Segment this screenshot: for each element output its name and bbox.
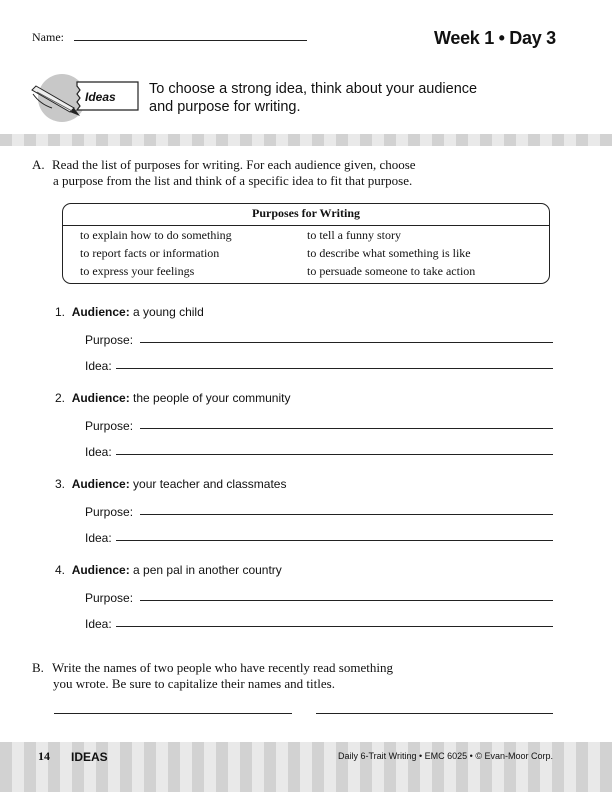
purpose-item: to tell a funny story — [307, 228, 401, 242]
idea-write-line-2[interactable] — [116, 454, 553, 455]
audience-label: Audience: — [71, 391, 130, 405]
question-number: 1. — [55, 305, 66, 319]
idea-write-line-3[interactable] — [116, 540, 553, 541]
intro-line-1: To choose a strong idea, think about your audience — [149, 81, 478, 97]
audience-label: Audience: — [71, 563, 130, 577]
idea-label: Idea: — [85, 445, 112, 459]
audience-value: a young child — [129, 305, 204, 319]
name-write-line-b1[interactable] — [54, 713, 292, 714]
idea-label: Idea: — [85, 359, 112, 373]
purpose-write-line-2[interactable] — [140, 428, 553, 429]
purpose-write-line-3[interactable] — [140, 514, 553, 515]
purpose-item: to persuade someone to take action — [307, 264, 476, 278]
purpose-label: Purpose: — [85, 591, 134, 605]
ideas-badge-label: Ideas — [85, 90, 116, 104]
question-number: 4. — [55, 563, 66, 577]
audience-value: a pen pal in another country — [129, 563, 282, 577]
section-a-line-2: a purpose from the list and think of a specific idea to fit that purpose. — [53, 173, 413, 188]
section-b-line-1: Write the names of two people who have recently read something — [52, 660, 393, 675]
section-a-line-1: Read the list of purposes for writing. For each audience given, choose — [52, 157, 416, 172]
audience-label: Audience: — [71, 305, 130, 319]
idea-write-line-1[interactable] — [116, 368, 553, 369]
question-1-audience — [55, 305, 204, 319]
question-3-audience — [55, 477, 286, 491]
purpose-label: Purpose: — [85, 419, 134, 433]
purpose-item: to describe what something is like — [307, 246, 471, 260]
intro-line-2: and purpose for writing. — [149, 99, 301, 115]
section-b-line-2: you wrote. Be sure to capitalize their names and titles. — [53, 676, 335, 691]
section-a-letter: A. — [32, 157, 45, 172]
section-b-instructions — [32, 660, 572, 692]
name-write-line[interactable] — [74, 40, 307, 41]
section-a-instructions — [32, 157, 572, 189]
purpose-item: to express your feelings — [80, 264, 195, 278]
idea-label: Idea: — [85, 531, 112, 545]
question-2-audience — [55, 391, 290, 405]
footer-credit: Daily 6-Trait Writing • EMC 6025 • © Evan-Moor Corp. — [338, 751, 553, 761]
audience-label: Audience: — [71, 477, 130, 491]
purposes-box-divider — [63, 225, 549, 226]
purpose-write-line-1[interactable] — [140, 342, 553, 343]
question-number: 3. — [55, 477, 66, 491]
section-b-letter: B. — [32, 660, 44, 675]
purpose-item: to explain how to do something — [80, 228, 232, 242]
purpose-write-line-4[interactable] — [140, 600, 553, 601]
ideas-badge — [30, 70, 142, 126]
question-4-audience — [55, 563, 282, 577]
question-number: 2. — [55, 391, 66, 405]
audience-value: the people of your community — [129, 391, 291, 405]
week-day-title: Week 1 • Day 3 — [434, 28, 556, 48]
purpose-label: Purpose: — [85, 333, 134, 347]
idea-label: Idea: — [85, 617, 112, 631]
name-write-line-b2[interactable] — [316, 713, 553, 714]
purposes-box — [62, 203, 550, 284]
footer-trait-label: IDEAS — [71, 750, 108, 764]
purposes-box-title: Purposes for Writing — [251, 206, 360, 220]
idea-write-line-4[interactable] — [116, 626, 553, 627]
name-label: Name: — [32, 30, 64, 44]
intro-text — [149, 80, 569, 116]
purpose-item: to report facts or information — [80, 246, 220, 260]
top-divider-stripe — [0, 134, 612, 146]
purpose-label: Purpose: — [85, 505, 134, 519]
audience-value: your teacher and classmates — [129, 477, 287, 491]
page-number: 14 — [38, 749, 50, 763]
